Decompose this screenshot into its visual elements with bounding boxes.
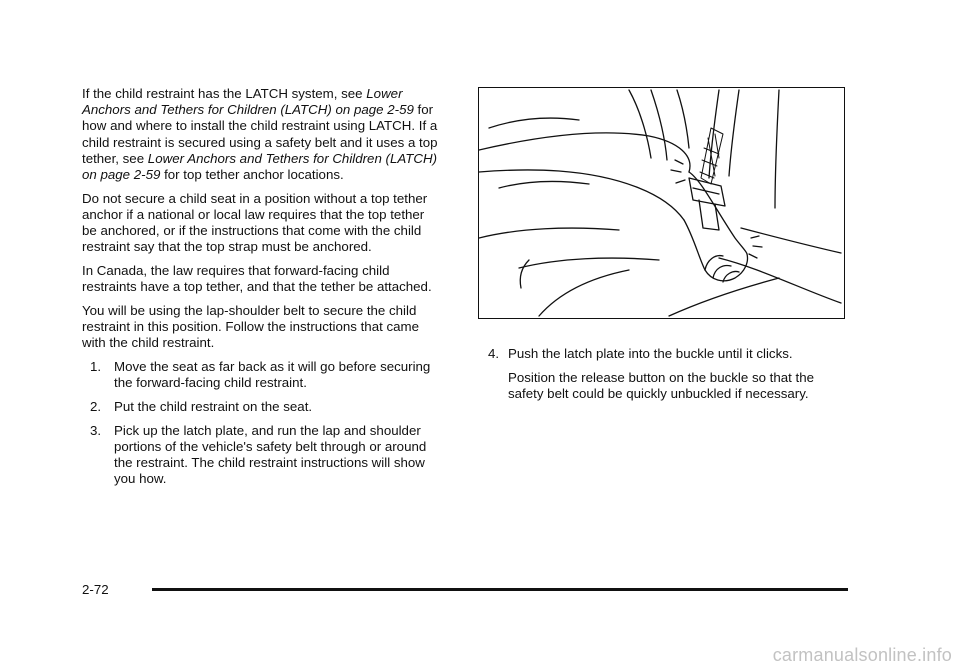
text-run: for top tether anchor locations. — [160, 167, 344, 183]
step-number: 4. — [488, 346, 500, 361]
step-number: 3. — [90, 422, 102, 438]
list-item — [82, 423, 442, 488]
text-run: for how and where to install the child restraint using LATCH. If a child restraint is secured using a safety belt and it uses a top tether, see — [82, 102, 438, 166]
step-text: Move the seat as far back as it will go before securing the forward-facing child restraint. — [114, 359, 431, 391]
left-column — [82, 86, 442, 495]
list-item — [82, 359, 442, 391]
text-run: If the child restraint has the LATCH system, see — [82, 86, 367, 101]
tether-law-paragraph: Do not secure a child seat in a position without a top tether anchor if a national or local law requires that the top tether be anchored, or if the instructions that come with the child restraint say that the top strap must be anchored. — [82, 190, 428, 255]
latch-reference-link-2[interactable]: Lower Anchors and Tethers for Children (LATCH) on page 2-59 — [82, 150, 438, 183]
lap-shoulder-paragraph: You will be using the lap-shoulder belt to secure the child restraint in this position. Follow the instructions that came with the child restraint. — [82, 302, 420, 351]
list-item — [82, 399, 442, 415]
footer-divider — [152, 588, 848, 591]
step-text: Put the child restraint on the seat. — [114, 398, 313, 414]
step-number: 1. — [90, 359, 102, 375]
steps-list-continued — [488, 346, 848, 402]
buckle-illustration — [478, 87, 845, 319]
step-number: 2. — [90, 398, 102, 414]
step-text: Push the latch plate into the buckle until it clicks. — [508, 346, 793, 361]
step-text: Pick up the latch plate, and run the lap and shoulder portions of the vehicle's safety belt through or around the restraint. The child restraint instructions will show you how. — [114, 422, 427, 487]
latch-paragraph — [82, 86, 442, 183]
page-number: 2-72 — [82, 582, 109, 597]
step-subtext: Position the release button on the buckle so that the safety belt could be quickly unbuckled if necessary. — [508, 369, 815, 401]
canada-paragraph: In Canada, the law requires that forward-facing child restraints have a top tether, and that the tether be attached. — [82, 263, 432, 295]
latch-reference-link-1[interactable]: Lower Anchors and Tethers for Children (LATCH) on page 2-59 — [82, 86, 414, 118]
list-item — [488, 346, 848, 402]
steps-list — [82, 359, 442, 487]
watermark: carmanualsonline.info — [772, 645, 952, 665]
right-column — [488, 346, 848, 410]
